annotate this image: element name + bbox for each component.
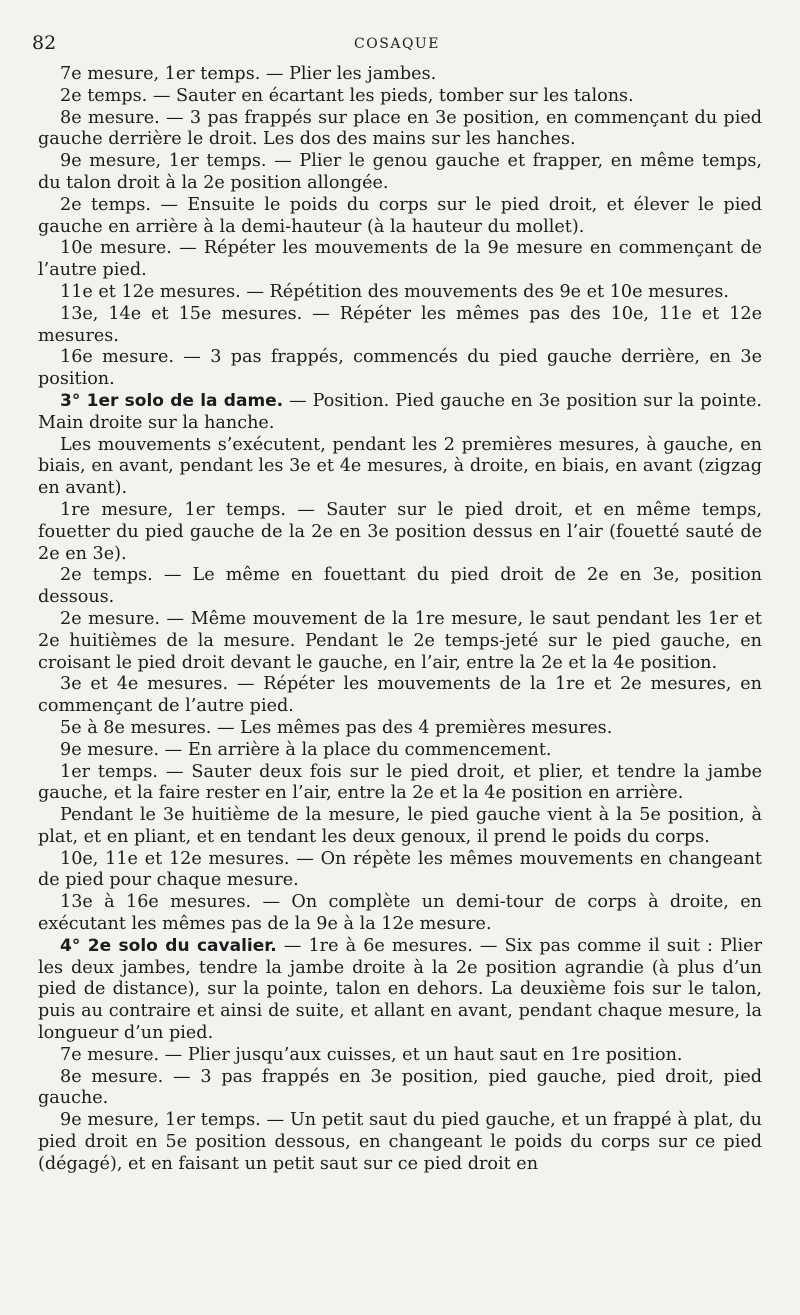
paragraph-text: — Position. Pied gauche en 3e position sur la pointe. Main droite sur la hanche. (38, 390, 762, 433)
paragraph-text: 8e mesure. — 3 pas frappés sur place en 3e position, en commençant du pied gauche derrière le droit. Les dos des mains sur les hanches. (38, 107, 762, 150)
paragraph (38, 195, 762, 239)
paragraph (38, 565, 762, 609)
paragraph-text: — 1re à 6e mesures. — Six pas comme il suit : Plier les deux jambes, tendre la jambe droite à la 2e position agrandie (à plus d’un pied de distance), sur la pointe, talon en dehors. La deuxième fois sur le talon, puis au contraire et ainsi de suite, et allant en avant, pendant chaque mesure, la longueur d’un pied. (38, 935, 762, 1044)
running-title: COSAQUE (354, 36, 440, 52)
paragraph (38, 391, 762, 435)
paragraph-text: 2e temps. — Sauter en écartant les pieds, tomber sur les talons. (60, 85, 634, 106)
paragraph-text: 13e, 14e et 15e mesures. — Répéter les mêmes pas des 10e, 11e et 12e mesures. (38, 303, 762, 346)
paragraph-text: 10e mesure. — Répéter les mouvements de la 9e mesure en commençant de l’autre pied. (38, 238, 762, 281)
paragraph (38, 1067, 762, 1111)
paragraph-text: 9e mesure, 1er temps. — Un petit saut du pied gauche, et un frappé à plat, du pied droit en 5e position dessous, en changeant le poids du corps sur ce pied (dégagé), et en faisant un petit saut sur ce pied droit en (38, 1110, 762, 1174)
paragraph (38, 64, 762, 86)
paragraph (38, 347, 762, 391)
section-heading: 4° 2e solo du cavalier. (60, 935, 277, 956)
paragraph-text: 2e temps. — Le même en fouettant du pied droit de 2e en 3e, position dessous. (38, 565, 762, 608)
paragraph-text: 2e temps. — Ensuite le poids du corps sur le pied droit, et élever le pied gauche en arrière à la demi-hauteur (à la hauteur du mollet). (38, 194, 762, 237)
paragraph (38, 238, 762, 282)
paragraph (38, 674, 762, 718)
paragraph (38, 1110, 762, 1175)
paragraph-text: 13e à 16e mesures. — On complète un demi-tour de corps à droite, en exécutant les mêmes pas de la 9e à la 12e mesure. (38, 892, 762, 935)
paragraph (38, 108, 762, 152)
paragraph-text: 1re mesure, 1er temps. — Sauter sur le pied droit, et en même temps, fouetter du pied gauche de la 2e en 3e position dessus en l’air (fouetté sauté de 2e en 3e). (38, 499, 762, 564)
paragraph (38, 500, 762, 565)
paragraph (38, 1045, 762, 1067)
paragraph-text: 9e mesure, 1er temps. — Plier le genou gauche et frapper, en même temps, du talon droit à la 2e position allongée. (38, 151, 762, 193)
paragraph-text: 1er temps. — Sauter deux fois sur le pied droit, et plier, et tendre la jambe gauche, et la faire rester en l’air, entre la 2e et la 4e position en arrière. (38, 761, 762, 804)
section-heading: 3° 1er solo de la dame. (60, 390, 284, 411)
paragraph-text: 8e mesure. — 3 pas frappés en 3e position, pied gauche, pied droit, pied gauche. (38, 1066, 762, 1109)
page-header (32, 32, 762, 58)
paragraph (38, 151, 762, 195)
paragraph (38, 435, 762, 500)
paragraph (38, 936, 762, 1045)
page-body (38, 64, 762, 1176)
paragraph-text: 9e mesure. — En arrière à la place du commencement. (60, 739, 552, 760)
paragraph (38, 892, 762, 936)
page-number: 82 (32, 32, 57, 54)
paragraph-text: 7e mesure. — Plier jusqu’aux cuisses, et un haut saut en 1re position. (60, 1044, 683, 1065)
paragraph-text: 16e mesure. — 3 pas frappés, commencés du pied gauche derrière, en 3e position. (38, 347, 762, 390)
paragraph-text: 10e, 11e et 12e mesures. — On répète les mêmes mouvements en changeant de pied pour chaque mesure. (38, 848, 762, 891)
paragraph (38, 86, 762, 108)
paragraph-text: 3e et 4e mesures. — Répéter les mouvements de la 1re et 2e mesures, en commençant de l’autre pied. (38, 674, 762, 717)
paragraph (38, 718, 762, 740)
paragraph (38, 740, 762, 762)
paragraph-text: 11e et 12e mesures. — Répétition des mouvements des 9e et 10e mesures. (60, 281, 730, 302)
paragraph (38, 304, 762, 348)
paragraph (38, 805, 762, 849)
paragraph-text: Les mouvements s’exécutent, pendant les 2 premières mesures, à gauche, en biais, en avant, pendant les 3e et 4e mesures, à droite, en biais, en avant (zigzag en avant). (38, 434, 762, 499)
paragraph-text: 7e mesure, 1er temps. — Plier les jambes. (60, 64, 437, 84)
paragraph-text: Pendant le 3e huitième de la mesure, le pied gauche vient à la 5e position, à plat, et en pliant, et en tendant les deux genoux, il prend le poids du corps. (38, 805, 762, 847)
paragraph-text: 5e à 8e mesures. — Les mêmes pas des 4 premières mesures. (60, 717, 613, 738)
paragraph (38, 762, 762, 806)
paragraph (38, 282, 762, 304)
paragraph (38, 609, 762, 674)
paragraph (38, 849, 762, 893)
paragraph-text: 2e mesure. — Même mouvement de la 1re mesure, le saut pendant les 1er et 2e huitièmes de la mesure. Pendant le 2e temps-jeté sur le pied gauche, en croisant le pied droit devant le gauche, en l’air, entre la 2e et la 4e position. (38, 608, 762, 673)
